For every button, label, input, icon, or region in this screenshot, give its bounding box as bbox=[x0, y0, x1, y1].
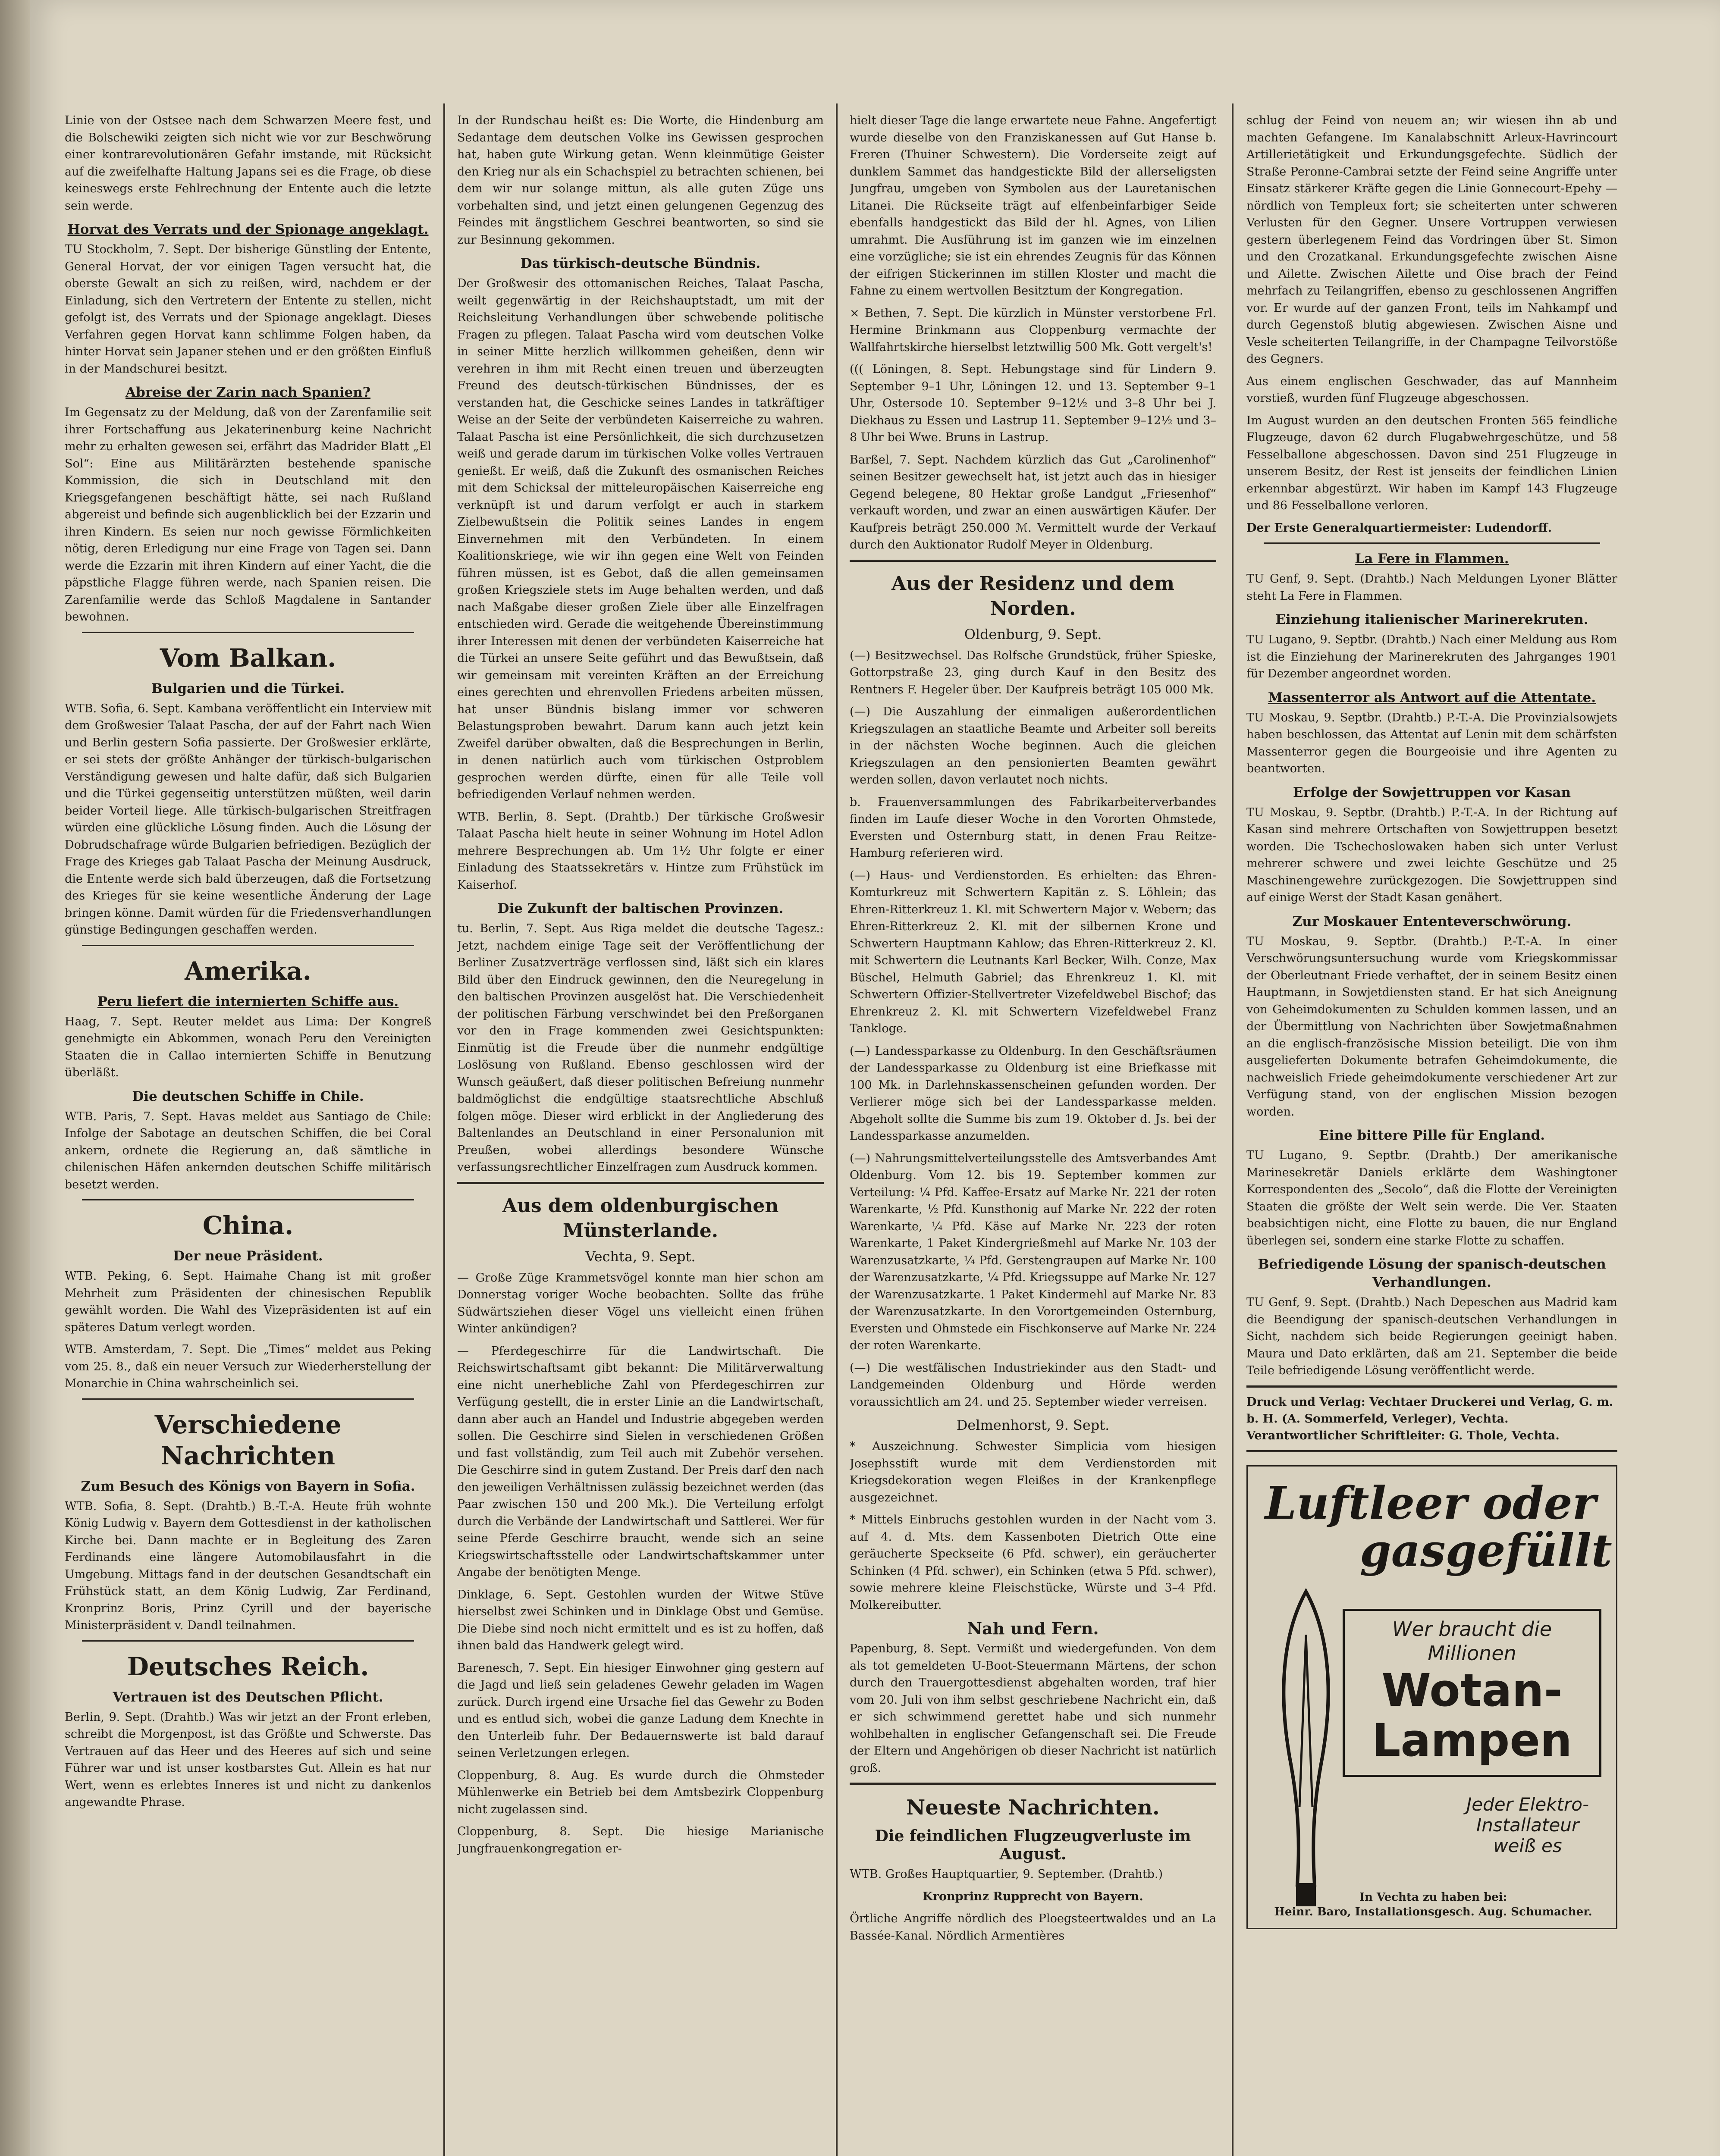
article-text: Kronprinz Rupprecht von Bayern. bbox=[923, 1890, 1143, 1903]
headline: Die feindlichen Flugzeugverluste im August. bbox=[875, 1827, 1191, 1863]
headline: Einziehung italienischer Marinerekruten. bbox=[1275, 612, 1588, 627]
article-text: × Bethen, 7. Sept. Die kürzlich in Münster verstorbene Frl. Hermine Brinkmann aus Cloppenburg vermachte der Wallfahrtskirche hierselbst letztwillig 500 Mk. Gott vergelt's! bbox=[850, 306, 1216, 354]
ad-note: Jeder Elektro-Installateur weiß es bbox=[1466, 1793, 1589, 1856]
article-text: tu. Berlin, 7. Sept. Aus Riga meldet die deutsche Tagesz.: Jetzt, nachdem einige Tage seit der Veröffentlichung der Berliner Zusatzverträge verflossen sind, läßt sich ein klares Bild über den Eindruck gewinnen, den die Neuregelung in den baltischen Provinzen ausgelöst hat. Die Verschiedenheit der politischen Färbung verschwindet bei den Preßorganen vor den in Frage kommenden zwei Gesichtspunkten: Einmütig ist die Freude über die nunmehr endgültige Loslösung von Rußland. Ebenso geschlossen wird der Wunsch geäußert, daß dieser politischen Befreiung nunmehr baldmöglichst die endgültige staatsrechtliche Abschluß folgen möge. Dieser wird erblickt in der Angliederung des Baltenlandes an Deutschland in einer Personalunion mit Preußen, wobei allerdings besondere Wünsche verfassungsrechtlicher Einzelfragen zum Ausdruck kommen. bbox=[457, 922, 824, 1174]
article-text: TU Moskau, 9. Septbr. (Drahtb.) P.-T.-A. In der Richtung auf Kasan sind mehrere Ortschaften von Sowjettruppen besetzt worden. Die Tschechoslowaken haben sich unter Verlust mehrerer schwere und zwei leichte Geschütze und 25 Maschinengewehre zurückgezogen. Die Sowjettruppen sind auf einige Werst der Stadt Kasan genähert. bbox=[1246, 805, 1617, 904]
column-2 bbox=[457, 112, 824, 2156]
headline: Befriedigende Lösung der spanisch-deutschen Verhandlungen. bbox=[1258, 1257, 1606, 1290]
column-rule bbox=[443, 103, 445, 2156]
divider bbox=[1264, 542, 1600, 544]
article-text: (—) Die westfälischen Industriekinder aus den Stadt- und Landgemeinden Oldenburg und Hörde werden voraussichtlich am 24. und 25. September wieder verreisen. bbox=[850, 1361, 1216, 1409]
article-text: Der Großwesir des ottomanischen Reiches, Talaat Pascha, weilt gegenwärtig in der Reichshauptstadt, um mit der Reichsleitung Verhandlungen über schwebende politische Fragen zu pflegen. Talaat Pascha wird vom deutschen Volke in seiner Mitte herzlich willkommen geheißen, denn wir verehren in ihm mit Recht einen treuen und überzeugten Freund des deutsch-türkischen Bündnisses, der es verstanden hat, die Geschicke seines Landes in tatkräftiger Weise an der Seite der verbündeten Kaiserreiche zu wahren. Talaat Pascha ist eine Persönlichkeit, die sich durchzusetzen weiß und gerade darum im türkischen Volke volles Vertrauen genießt. Er weiß, daß die Zukunft des osmanischen Reiches mit dem Schicksal der mitteleuropäischen Kaiserreiche eng verknüpft ist und darum verfolgt er auch in starkem Zielbewußtsein die Politik seines Landes in engem Einvernehmen mit den Verbündeten. In einem Koalitionskriege, wie wir ihn gegen eine Welt von Feinden führen müssen, ist es Gebot, daß die allen gemeinsamen großen Kriegsziele stets im Auge behalten werden, und daß nach Maßgabe dieser großen Ziele über alle Einzelfragen entschieden wird. Gerade die weitgehende Übereinstimmung ihrer Interessen mit denen der verbündeten Kaiserreiche hat die Türkei an unsere Seite geführt und das Bewußtsein, daß wir gemeinsam mit vereinten Kräften an der Erreichung eines gerechten und ehrenvollen Friedens arbeiten müssen, hat unser Bündnis bislang immer vor schweren Belastungsproben bewahrt. Darum kann auch jetzt kein Zweifel darüber obwalten, daß die Besprechungen in Berlin, in denen natürlich auch vom türkischen Ostproblem gesprochen werden dürfte, einen für alle Teile voll befriedigenden Verlauf nehmen werden. bbox=[457, 277, 824, 801]
ad-frame bbox=[1343, 1609, 1601, 1777]
article-text: WTB. Großes Hauptquartier, 9. September. (Drahtb.) bbox=[850, 1868, 1163, 1881]
article-text: Im August wurden an den deutschen Fronten 565 feindliche Flugzeuge, davon 62 durch Flugabwehrgeschütze, und 58 Fesselballone abgeschossen. Davon sind 251 Flugzeuge in unserem Besitz, der Rest ist jenseits der feindlichen Linien erkennbar abgestürzt. Wir haben im Kampf 143 Flugzeuge und 86 Fesselballone verloren. bbox=[1246, 414, 1617, 512]
article-text: TU Genf, 9. Sept. (Drahtb.) Nach Depeschen aus Madrid kam die Beendigung der spanisch-deutschen Verhandlungen in Sicht, nachdem sich beide Regierungen geeinigt haben. Maura und Dato erklärten, daß am 21. September die beide Teile befriedigende Lösung veröffentlicht werde. bbox=[1246, 1296, 1617, 1377]
article-text: TU Stockholm, 7. Sept. Der bisherige Günstling der Entente, General Horvat, der vor einigen Tagen versucht hat, die oberste Gewalt an sich zu reißen, wird, nachdem er der Einladung, sich den Vertretern der Entente zu stellen, nicht gefolgt ist, des Verrats und der Spionage angeklagt. Dieses Verfahren gegen Horvat kann schlimme Folgen haben, da hinter Horvat sein Japaner stehen und er den größten Einfluß in der Mandschurei besitzt. bbox=[65, 243, 431, 376]
ad-headline: Luftleer oder bbox=[1265, 1476, 1596, 1529]
column-3 bbox=[850, 112, 1216, 2156]
headline: Vertrauen ist des Deutschen Pflicht. bbox=[113, 1689, 383, 1705]
divider bbox=[850, 560, 1216, 562]
dateline: Vechta, 9. Sept. bbox=[585, 1248, 696, 1265]
advertisement-wotan-lamps bbox=[1246, 1465, 1617, 1929]
divider bbox=[82, 945, 414, 946]
article-text: TU Moskau, 9. Septbr. (Drahtb.) P.-T.-A. In einer Verschwörungsuntersuchung wurde vom Kriegskommissar der Oberleutnant Friede verhaftet, der in seinem Besitz einen Hauptmann, in Sowjetdiensten stand. Er hat sich Aneignung von Geheimdokumenten zu Schulden kommen lassen, und an der Übermittlung von Nachrichten über Sowjetmaßnahmen an die englisch-französische Mission beteiligt. Die von ihm ausgelieferten Dokumente betrafen Geheimdokumente, die nachweislich Friede geheimdokumente verschiedener Art zur Verfügung stand, von der englischen Mission bezogen worden. bbox=[1246, 934, 1617, 1119]
article-text: b. Frauenversammlungen des Fabrikarbeiterverbandes finden im Laufe dieser Woche in den Vororten Ohmstede, Eversten und Osternburg statt, in denen Frau Reitze-Hamburg referieren wird. bbox=[850, 795, 1216, 860]
article-text: WTB. Peking, 6. Sept. Haimahe Chang ist mit großer Mehrheit zum Präsidenten der chinesischen Republik gewählt worden. Die Wahl des Vizepräsidenten ist auf ein späteres Datum verlegt worden. bbox=[65, 1269, 431, 1334]
ad-brand: Lampen bbox=[1372, 1714, 1572, 1767]
article-text: WTB. Paris, 7. Sept. Havas meldet aus Santiago de Chile: Infolge der Sabotage an deutschen Schiffen, die bei Coral ankern, ordnete die Regierung an, daß sämtliche in chilenischen Häfen ankernden deutschen Schiffe militärisch besetzt werden. bbox=[65, 1109, 431, 1191]
article-text: Aus einem englischen Geschwader, das auf Mannheim vorstieß, wurden fünf Flugzeuge abgeschossen. bbox=[1246, 374, 1617, 405]
section-heading: Neueste Nachrichten. bbox=[906, 1796, 1160, 1820]
article-text: TU Genf, 9. Sept. (Drahtb.) Nach Meldungen Lyoner Blätter steht La Fere in Flammen. bbox=[1246, 572, 1617, 603]
section-heading: Aus der Residenz und dem Norden. bbox=[891, 572, 1174, 620]
article-text: TU Lugano, 9. Septbr. (Drahtb.) Der amerikanische Marinesekretär Daniels erklärte dem Washingtoner Korrespondenten des „Secolo“, daß die Flotte der Vereinigten Staaten die größte der Welt sein werde. Die Ver. Staaten beabsichtigen nicht, eine Flotte zu bauen, die nur England überlegen sei, sondern eine starke Flotte zu schaffen. bbox=[1246, 1149, 1617, 1247]
headline: Das türkisch-deutsche Bündnis. bbox=[520, 256, 761, 271]
headline: Zum Besuch des Königs von Bayern in Sofia. bbox=[81, 1478, 415, 1494]
article-text: Barßel, 7. Sept. Nachdem kürzlich das Gut „Carolinenhof“ seinen Besitzer gewechselt hat, ist jetzt auch das in hiesiger Gegend belegene, 80 Hektar große Landgut „Friesenhof“ verkauft worden, und zwar an einen auswärtigen Käufer. Der Kaufpreis beträgt 250.000 ℳ. Vermittelt wurde der Verkauf durch den Auktionator Rudolf Meyer in Oldenburg. bbox=[850, 453, 1216, 552]
headline: Nah und Fern. bbox=[967, 1619, 1099, 1638]
article-text: Cloppenburg, 8. Sept. Die hiesige Marianische Jungfrauenkongregation er- bbox=[457, 1825, 824, 1855]
article-text: Dinklage, 6. Sept. Gestohlen wurden der Witwe Stüve hierselbst zwei Schinken und in Dinklage Obst und Gemüse. Die Diebe sind noch nicht ermittelt und es ist zu hoffen, daß ihnen bald das Handwerk gelegt wird. bbox=[457, 1588, 824, 1652]
section-heading: Vom Balkan. bbox=[160, 643, 336, 673]
article-text: (—) Die Auszahlung der einmaligen außerordentlichen Kriegszulagen an staatliche Beamte und Arbeiter soll bereits in der nächsten Woche beginnen. Auch die gleichen Kriegszulagen an den pensionierten Beamten gewährt werden sollen, davon verlautet noch nichts. bbox=[850, 705, 1216, 787]
ad-footer-line: In Vechta zu haben bei: bbox=[1359, 1890, 1507, 1904]
binding-fold bbox=[0, 0, 30, 2156]
section-heading: Amerika. bbox=[185, 956, 311, 986]
article-text: WTB. Amsterdam, 7. Sept. Die „Times“ meldet aus Peking vom 25. 8., daß ein neuer Versuch zur Wiederherstellung der Monarchie in China wahrscheinlich sei. bbox=[65, 1343, 431, 1390]
divider bbox=[1246, 1385, 1617, 1388]
ad-brand: Wotan- bbox=[1381, 1664, 1563, 1717]
divider bbox=[82, 1398, 414, 1400]
article-text: Haag, 7. Sept. Reuter meldet aus Lima: Der Kongreß genehmigte ein Abkommen, wonach Peru den Vereinigten Staaten die in Callao internierten Schiffe in Benutzung überläßt. bbox=[65, 1015, 431, 1079]
article-text: TU Lugano, 9. Septbr. (Drahtb.) Nach einer Meldung aus Rom ist die Einziehung der Marinerekruten des Jahrganges 1901 für Dezember angeordnet worden. bbox=[1246, 633, 1617, 680]
article-text: (—) Nahrungsmittelverteilungsstelle des Amtsverbandes Amt Oldenburg. Vom 12. bis 19. September kommen zur Verteilung: ¼ Pfd. Kaffee-Ersatz auf Marke Nr. 221 der roten Warenkarte, ½ Pfd. Kunsthonig auf Marke Nr. 222 der roten Warenkarte, ¼ Pfd. Käse auf Marke Nr. 223 der roten Warenkarte, 1 Paket Kindergrießmehl auf Marke Nr. 103 der Warenzusatzkarte, ¼ Pfd. Gerstengraupen auf Marke Nr. 100 der Warenzusatzkarte, ¼ Pfd. Kriegssuppe auf Marke Nr. 127 der Warenzusatzkarte. 1 Paket Kindermehl auf Marke Nr. 83 der Warenzusatzkarte. In den Vorortgemeinden Osternburg, Eversten und Ohmstede ein Fischkonserve auf Marke Nr. 224 der roten Warenkarte. bbox=[850, 1151, 1216, 1352]
column-1 bbox=[65, 112, 431, 2156]
ad-headline: gasgefüllt bbox=[1360, 1523, 1612, 1577]
divider bbox=[850, 1783, 1216, 1785]
article-text: WTB. Sofia, 6. Sept. Kambana veröffentlicht ein Interview mit dem Großwesier Talaat Pascha, der auf der Fahrt nach Wien und Berlin gestern Sofia passierte. Der Großwesier erklärte, er sei stets der größte Anhänger der türkisch-bulgarischen Verständigung gewesen und halte dafür, daß sich Bulgarien und die Türkei gegenseitig unterstützen müßten, weil darin beider Vorteil liege. Alle türkisch-bulgarischen Streitfragen würden eine glückliche Lösung finden. Auch die Lösung der Dobrudschafrage würde Bulgarien befriedigen. Bezüglich der Frage des Krieges gab Talaat Pascha der Meinung Ausdruck, die Entente werde sich bald überzeugen, daß die Fortsetzung des Krieges für sie keine wesentliche Änderung der Lage bringen könne. Damit würden für die Friedensverhandlungen günstige Bedingungen geschaffen werden. bbox=[65, 702, 431, 937]
article-text: ((( Löningen, 8. Sept. Hebungstage sind für Lindern 9. September 9–1 Uhr, Löningen 12. und 13. September 9–1 Uhr, Ostersode 10. September 9–12½ und 3–8 Uhr bei J. Diekhaus zu Essen und Lastrup 11. September 9–12½ und 3–8 Uhr bei Wwe. Bruns in Lastrup. bbox=[850, 363, 1216, 444]
headline: Horvat des Verrats und der Spionage angeklagt. bbox=[67, 222, 429, 237]
headline: Bulgarien und die Türkei. bbox=[151, 680, 345, 696]
column-rule bbox=[836, 103, 838, 2156]
ad-footer-line: Heinr. Baro, Installationsgesch. Aug. Schumacher. bbox=[1274, 1905, 1592, 1918]
article-text: Papenburg, 8. Sept. Vermißt und wiedergefunden. Von dem als tot gemeldeten U-Boot-Steuermann Märtens, der schon durch den Trauergottesdienst abgehalten worden, traf hier vom 20. Juli von ihm selbst geschriebene Nachricht ein, daß er sich schwimmend gerettet habe und sich nunmehr wohlbehalten in englischer Gefangenschaft sei. Die Freude der Eltern und Angehörigen ob dieser Nachricht ist natürlich groß. bbox=[850, 1642, 1216, 1775]
article-text: Im Gegensatz zu der Meldung, daß von der Zarenfamilie seit ihrer Fortschaffung aus Jekaterinenburg keine Nachricht mehr zu erhalten gewesen sei, erfährt das Madrider Blatt „El Sol“: Eine aus Militärärzten bestehende spanische Kommission, die sich in Deutschland mit den Kriegsgefangenen beschäftigt hätte, sei nach Rußland abgereist und befinde sich augenblicklich bei der Ezzarin und ihren Kindern. Es seien nur noch gewisse Förmlichkeiten nötig, deren Erledigung nur eine Frage von Tagen sei. Dann werde die Ezzarin mit ihren Kindern auf einer Yacht, die die päpstliche Flagge führen werde, nach Spanien reisen. Die Zarenfamilie werde das Schloß Magdalene in Santander bewohnen. bbox=[65, 406, 431, 624]
article-text: Barenesch, 7. Sept. Ein hiesiger Einwohner ging gestern auf die Jagd und ließ sein geladenes Gewehr geladen im Wagen zurück. Durch irgend eine Ursache fiel das Gewehr zu Boden und es entlud sich, wobei die ganze Ladung dem Knechte in den Unterleib fuhr. Der Bedauernswerte ist bald darauf seinen Verletzungen erlegen. bbox=[457, 1661, 824, 1760]
section-heading: Aus dem oldenburgischen Münsterlande. bbox=[502, 1194, 779, 1242]
article-text: WTB. Berlin, 8. Sept. (Drahtb.) Der türkische Großwesir Talaat Pascha hielt heute in seiner Wohnung im Hotel Adlon mehrere Besprechungen ab. Um 1½ Uhr folgte er einer Einladung des Staatssekretärs v. Hintze zum Frühstück im Kaiserhof. bbox=[457, 810, 824, 892]
section-heading: China. bbox=[202, 1211, 294, 1240]
headline: Massenterror als Antwort auf die Attentate. bbox=[1268, 689, 1596, 705]
article-text: (—) Landessparkasse zu Oldenburg. In den Geschäftsräumen der Landessparkasse zu Oldenburg ist eine Briefkasse mit 100 Mk. in Darlehnskassenscheinen gefunden worden. Der Verlierer möge sich bei der Landessparkasse melden. Abgeholt sollte die Summe bis zum 19. Oktober d. Js. bei der Landessparkasse anzumelden. bbox=[850, 1044, 1216, 1143]
article-text: In der Rundschau heißt es: Die Worte, die Hindenburg am Sedantage dem deutschen Volke ins Gewissen gesprochen hat, haben gute Wirkung getan. Wenn kleinmütige Geister den Krieg nur als ein Schachspiel zu betrachten schienen, bei dem wir nur solange mittun, als alle guten Züge uns vorbehalten sind, und jetzt einen gelungenen Gegenzug des Feindes mit ängstlichem Geschrei beantworten, so sind sie zur Besinnung gekommen. bbox=[457, 114, 824, 247]
imprint: Druck und Verlag: Vechtaer Druckerei und Verlag, G. m. b. H. (A. Sommerfeld, Verleger), Vechta. Verantwortlicher Schriftleiter: G. Thole, Vechta. bbox=[1246, 1395, 1613, 1442]
ad-footer bbox=[1261, 1890, 1606, 1919]
dateline: Delmenhorst, 9. Sept. bbox=[956, 1417, 1110, 1433]
article-text: (—) Haus- und Verdienstorden. Es erhielten: das Ehren-Komturkreuz mit Schwertern Kapitän z. S. Löhlein; das Ehren-Ritterkreuz 1. Kl. mit Schwertern Major v. Webern; das Ehren-Ritterkreuz 2. Kl. mit der silbernen Krone und Schwertern Hauptmann Kahlow; das Ehren-Ritterkreuz 2. Kl. mit Schwertern die Leutnants Karl Becker, Wilh. Conze, Max Büschel, Helmuth Gabriel; das Ehrenkreuz 1. Kl. mit Schwertern Offizier-Stellvertreter Vizefeldwebel Bischof; das Ehrenkreuz 2. Kl. mit Schwertern Vizefeldwebel Franz Tankloge. bbox=[850, 868, 1216, 1035]
section-heading: Deutsches Reich. bbox=[127, 1651, 369, 1681]
section-heading: Verschiedene Nachrichten bbox=[154, 1410, 342, 1470]
headline: Die deutschen Schiffe in Chile. bbox=[132, 1088, 364, 1104]
article-text: — Große Züge Krammetsvögel konnte man hier schon am Donnerstag voriger Woche beobachten. Sollte das frühe Südwärtsziehen dieser Vögel uns vielleicht einen frühen Winter ankündigen? bbox=[457, 1271, 824, 1335]
headline: La Fere in Flammen. bbox=[1355, 551, 1509, 567]
headline: Peru liefert die internierten Schiffe aus. bbox=[97, 993, 399, 1009]
light-bulb-icon bbox=[1274, 1583, 1338, 1911]
dateline: Oldenburg, 9. Sept. bbox=[964, 626, 1102, 642]
article-text: Berlin, 9. Sept. (Drahtb.) Was wir jetzt an der Front erleben, schreibt die Morgenpost, ist das Größte und Schwerste. Das Vertrauen auf das Heer und des Heeres auf sich und seine Führer war und ist unser kostbarstes Gut. Allein es hat nur Wert, wenn es erlebtes Inneres ist und nicht zu dankenlos angewandte Phrase. bbox=[65, 1710, 431, 1809]
article-text: Linie von der Ostsee nach dem Schwarzen Meere fest, und die Bolschewiki zeigten sich nicht wie vor zur Beschwörung einer kontrarevolutionären Gefahr imstande, mit Rücksicht auf die zweifelhafte Haltung Japans sei es die Frage, ob diese keineswegs erste Fehlrechnung der Entente auch die letzte sein werde. bbox=[65, 114, 431, 213]
column-4 bbox=[1246, 112, 1617, 2156]
headline: Eine bittere Pille für England. bbox=[1319, 1128, 1545, 1143]
divider bbox=[82, 1640, 414, 1642]
headline: Abreise der Zarin nach Spanien? bbox=[126, 385, 370, 400]
column-rule bbox=[1232, 103, 1234, 2156]
headline: Erfolge der Sowjettruppen vor Kasan bbox=[1293, 784, 1571, 800]
article-text: — Pferdegeschirre für die Landwirtschaft. Die Reichswirtschaftsamt gibt bekannt: Die Militärverwaltung eine nicht unerhebliche Zahl von Pferdegeschirren zur Verfügung gestellt, die in erster Linie an die Landwirtschaft, dann aber auch an Handel und Industrie abgegeben werden sollen. Die Geschirre sind Sielen in verschiedenen Größen und fast vollständig, zum Teil auch mit Zubehör versehen. Die Geschirre sind in gutem Zustand. Der Preis darf den nach den jeweiligen Verhältnissen zulässig bezeichnet werden (das Paar zwischen 150 und 200 Mk.). Die Verteilung erfolgt durch die Verbände der Landwirtschaft und Sattlerei. Wer für seine Pferde Geschirre braucht, wende sich an seine Kriegswirtschaftsstelle oder Landwirtschaftskammer unter Angabe der benötigten Menge. bbox=[457, 1344, 824, 1579]
divider bbox=[457, 1182, 824, 1184]
article-text: hielt dieser Tage die lange erwartete neue Fahne. Angefertigt wurde dieselbe von den Franziskanessen auf Gut Hanse b. Freren (Thuiner Schwestern). Die Vorderseite zeigt auf dunklem Sammet das handgestickte Bild der allerseligsten Jungfrau, umgeben von Symbolen aus der Lauretanischen Litanei. Die Rückseite trägt auf elfenbeinfarbiger Seide ebenfalls handgestickt das Bild der hl. Agnes, von Lilien umrahmt. Die Ausführung ist im ganzen wie im einzelnen eine vorzügliche; sie ist ein ehrendes Zeugnis für das Können der eifrigen Stickerinnen im stillen Kloster und macht die Fahne zu einem wertvollen Besitztum der Kongregation. bbox=[850, 114, 1216, 298]
article-text: (—) Besitzwechsel. Das Rolfsche Grundstück, früher Spieske, Gottorpstraße 23, ging durch Kauf in den Besitz des Rentners F. Hegeler über. Der Kaufpreis beträgt 105 000 Mk. bbox=[850, 649, 1216, 696]
divider bbox=[82, 632, 414, 633]
ad-question: Wer braucht die Millionen bbox=[1392, 1617, 1552, 1665]
headline: Zur Moskauer Ententeverschwörung. bbox=[1292, 913, 1572, 929]
headline: Die Zukunft der baltischen Provinzen. bbox=[497, 901, 784, 916]
article-text: Örtliche Angriffe nördlich des Ploegsteertwaldes und an La Bassée-Kanal. Nördlich Armentières bbox=[850, 1912, 1216, 1943]
divider bbox=[82, 1199, 414, 1200]
divider bbox=[1246, 1450, 1617, 1452]
article-text: Cloppenburg, 8. Aug. Es wurde durch die Ohmsteder Mühlenwerke ein Betrieb bei dem Amtsbezirk Cloppenburg nicht zugelassen sind. bbox=[457, 1768, 824, 1816]
signature-line: Der Erste Generalquartiermeister: Ludendorff. bbox=[1246, 521, 1552, 535]
article-text: * Auszeichnung. Schwester Simplicia vom hiesigen Josephsstift wurde mit dem Verdienstorden mit Kriegsdekoration wegen Fleißes in der Krankenpflege ausgezeichnet. bbox=[850, 1440, 1216, 1504]
article-text: TU Moskau, 9. Septbr. (Drahtb.) P.-T.-A. Die Provinzialsowjets haben beschlossen, das Attentat auf Lenin mit dem schärfsten Massenterror gegen die Bourgeoisie und ihre Agenten zu beantworten. bbox=[1246, 711, 1617, 775]
article-text: WTB. Sofia, 8. Sept. (Drahtb.) B.-T.-A. Heute früh wohnte König Ludwig v. Bayern dem Gottesdienst in der katholischen Kirche bei. Dann machte er in Begleitung des Zaren Ferdinands eine längere Automobilausfahrt in die Umgebung. Mittags fand in der deutschen Gesandtschaft ein Frühstück statt, an dem König Ludwig, Zar Ferdinand, Kronprinz Boris, Prinz Cyrill und der bayerische Ministerpräsident v. Dandl teilnahmen. bbox=[65, 1499, 431, 1632]
article-text: schlug der Feind von neuem an; wir wiesen ihn ab und machten Gefangene. Im Kanalabschnitt Arleux-Havrincourt Artillerietätigkeit und Erkundungsgefechte. Südlich der Straße Peronne-Cambrai setzte der Feind seine Angriffe unter Einsatz stärkerer Kräfte gegen die Linie Gonnecourt-Epehy — nördlich von Templeux fort; sie scheiterten unter schweren Verlusten für den Gegner. Unsere Vortruppen verwiesen gestern überlegenem Feind das Vordringen über St. Simon und den Crozatkanal. Erkundungsgefechte zwischen Aisne und Ailette. Zwischen Ailette und Oise brach der Feind mehrfach zu Teilangriffen, ebenso zu geschlossenen Angriffen vor. Er wurde auf der ganzen Front, teils im Nahkampf und durch Gegenstoß blutig abgewiesen. Zwischen Aisne und Vesle scheiterten Teilangriffe, in der Champagne Teilvorstöße des Gegners. bbox=[1246, 114, 1617, 366]
headline: Der neue Präsident. bbox=[173, 1248, 323, 1264]
article-text: * Mittels Einbruchs gestohlen wurden in der Nacht vom 3. auf 4. d. Mts. dem Kassenboten Dietrich Otte eine geräucherte Speckseite (6 Pfd. schwer), ein geräucherter Schinken (4 Pfd. schwer), ein Schinken (etwa 5 Pfd. schwer), sowie mehrere kleine Fleischstücke, Würste und 3–4 Pfd. Molkereibutter. bbox=[850, 1513, 1216, 1612]
